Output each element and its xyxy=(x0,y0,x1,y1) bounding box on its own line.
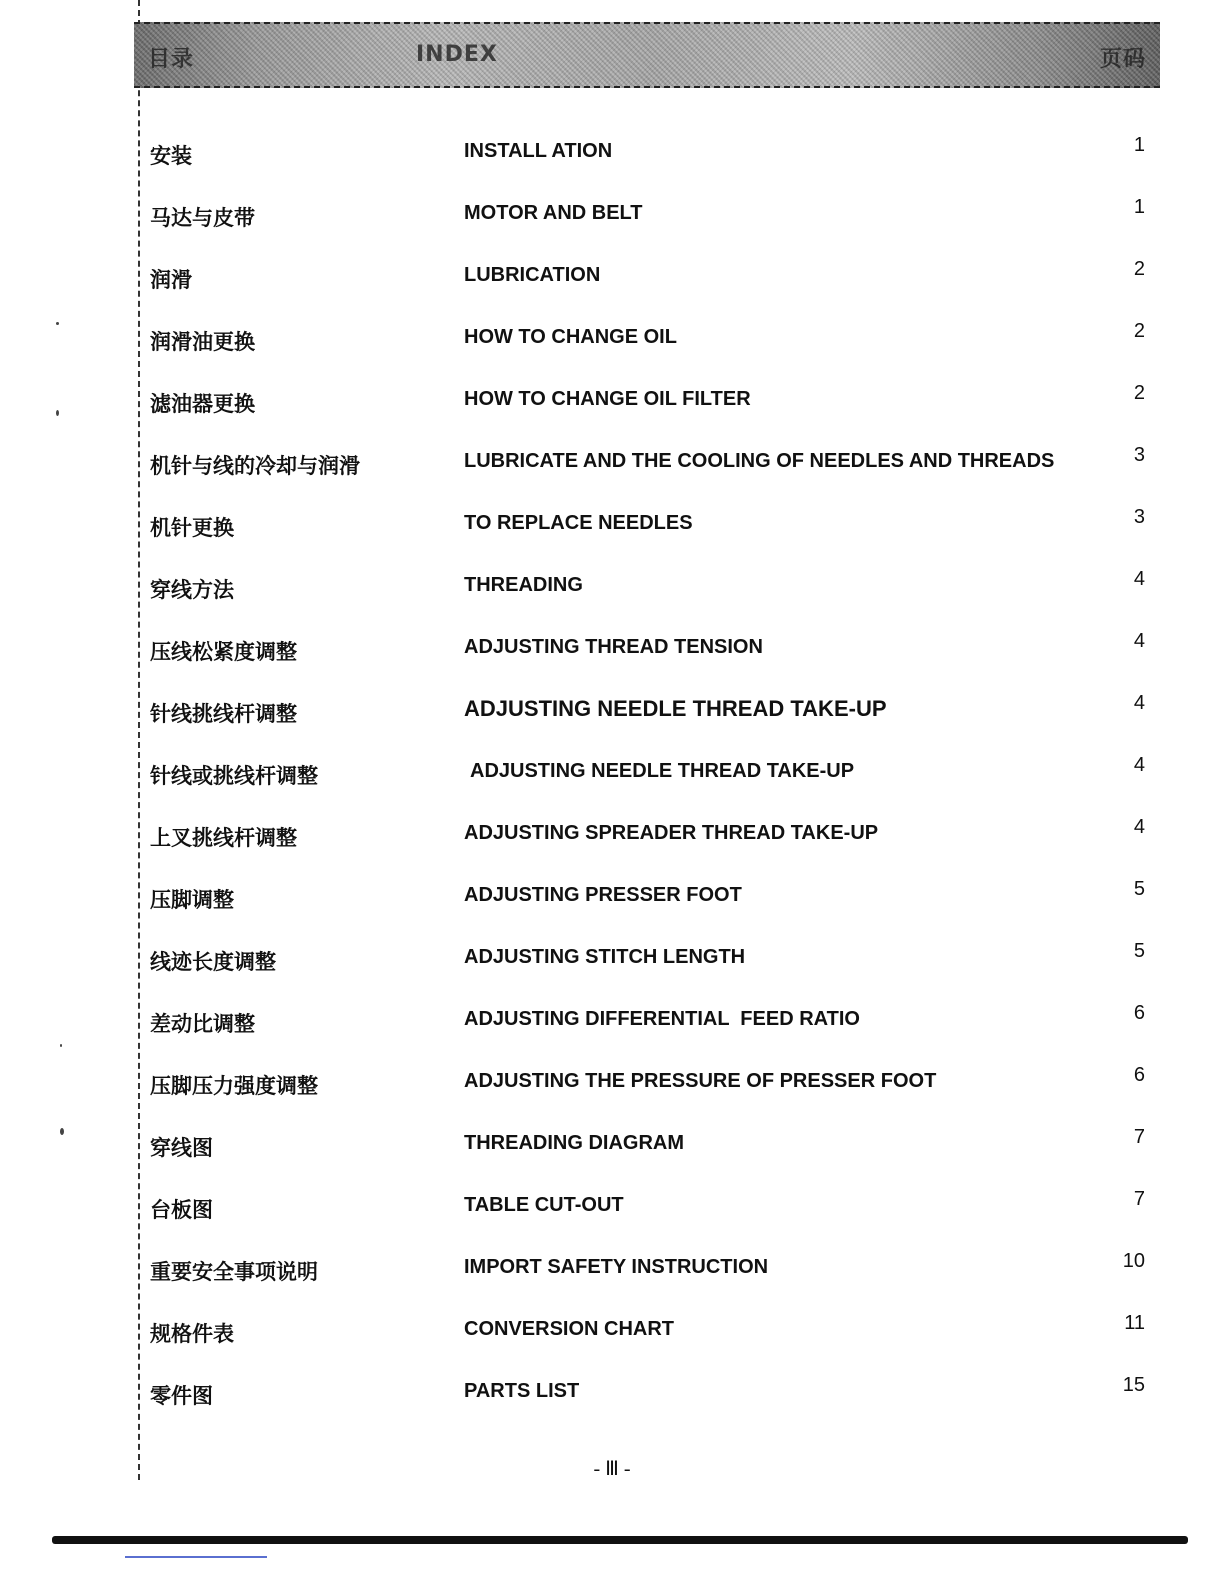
scan-speck xyxy=(56,322,59,325)
toc-page-number: 4 xyxy=(1133,630,1145,652)
toc-cn-title: 机针与线的冷却与润滑 xyxy=(150,454,360,478)
binding-dashed-line xyxy=(138,0,140,1480)
toc-row[interactable] xyxy=(150,806,1145,868)
toc-page-number: 6 xyxy=(1133,1002,1145,1024)
toc-cn-title: 线迹长度调整 xyxy=(150,950,276,974)
toc-page-number: 4 xyxy=(1133,692,1145,714)
toc-cn-title: 针线挑线杆调整 xyxy=(150,702,297,726)
toc-cn-title: 压线松紧度调整 xyxy=(150,640,297,664)
toc-cn-title: 针线或挑线杆调整 xyxy=(150,764,318,788)
toc-cn-title: 滤油器更换 xyxy=(150,392,255,416)
toc-cn-title: 机针更换 xyxy=(150,516,234,540)
toc-en-title: LUBRICATION xyxy=(464,264,601,286)
toc-row[interactable] xyxy=(150,1054,1145,1116)
toc-cn-title: 穿线方法 xyxy=(150,578,234,602)
toc-en-title: LUBRICATE AND THE COOLING OF NEEDLES AND THREADS xyxy=(464,450,1055,472)
toc-en-title: MOTOR AND BELT xyxy=(464,202,643,224)
toc-page-number: 6 xyxy=(1133,1064,1145,1086)
bottom-underline xyxy=(125,1556,267,1558)
toc-page-number: 5 xyxy=(1133,878,1145,900)
toc-page-number: 2 xyxy=(1133,320,1145,342)
scan-speck xyxy=(60,1044,62,1047)
toc-row[interactable] xyxy=(150,744,1145,806)
toc-row[interactable] xyxy=(150,868,1145,930)
bottom-rule xyxy=(52,1536,1188,1544)
toc-en-title: ADJUSTING THE PRESSURE OF PRESSER FOOT xyxy=(464,1070,937,1092)
toc-en-title: PARTS LIST xyxy=(464,1380,580,1402)
toc-en-title: ADJUSTING NEEDLE THREAD TAKE-UP xyxy=(470,760,855,782)
toc-row[interactable] xyxy=(150,682,1145,744)
header-cn-label: 目录 xyxy=(148,47,195,72)
toc-en-title: CONVERSION CHART xyxy=(464,1318,675,1340)
toc-row[interactable] xyxy=(150,248,1145,310)
toc-en-title: INSTALL ATION xyxy=(464,140,613,162)
toc-page-number: 2 xyxy=(1133,258,1145,280)
toc-page-number: 15 xyxy=(1122,1374,1145,1396)
toc-row[interactable] xyxy=(150,1116,1145,1178)
toc-cn-title: 压脚压力强度调整 xyxy=(150,1074,318,1098)
toc-en-title: ADJUSTING STITCH LENGTH xyxy=(464,946,746,968)
toc-row[interactable] xyxy=(150,620,1145,682)
toc-en-title: TABLE CUT-OUT xyxy=(464,1194,624,1216)
toc-page-number: 1 xyxy=(1133,196,1145,218)
toc-en-title: THREADING DIAGRAM xyxy=(464,1132,684,1154)
toc-cn-title: 润滑油更换 xyxy=(150,330,255,354)
toc-en-title: HOW TO CHANGE OIL FILTER xyxy=(464,388,751,410)
toc-en-title: THREADING xyxy=(464,574,583,596)
toc-page-number: 3 xyxy=(1133,444,1145,466)
toc-row[interactable] xyxy=(150,930,1145,992)
toc-page-number: 4 xyxy=(1133,816,1145,838)
toc-cn-title: 上叉挑线杆调整 xyxy=(150,826,297,850)
toc-en-title: ADJUSTING THREAD TENSION xyxy=(464,636,763,658)
toc-row[interactable] xyxy=(150,372,1145,434)
toc-page-number: 1 xyxy=(1133,134,1145,156)
header-page-label: 页码 xyxy=(1099,47,1146,72)
toc-cn-title: 安装 xyxy=(150,144,192,168)
toc-en-title: TO REPLACE NEEDLES xyxy=(464,512,693,534)
toc-page-number: 3 xyxy=(1133,506,1145,528)
toc-row[interactable] xyxy=(150,1364,1145,1426)
toc-en-title: ADJUSTING DIFFERENTIAL FEED RATIO xyxy=(464,1008,860,1030)
toc-row[interactable] xyxy=(150,992,1145,1054)
toc-row[interactable] xyxy=(150,1178,1145,1240)
toc-row[interactable] xyxy=(150,124,1145,186)
toc-row[interactable] xyxy=(150,496,1145,558)
toc-page-number: 7 xyxy=(1133,1126,1145,1148)
toc-en-title: ADJUSTING PRESSER FOOT xyxy=(464,884,742,906)
toc-cn-title: 穿线图 xyxy=(150,1136,213,1160)
toc-row[interactable] xyxy=(150,1302,1145,1364)
toc-page-number: 4 xyxy=(1133,568,1145,590)
toc-row[interactable] xyxy=(150,186,1145,248)
toc-cn-title: 台板图 xyxy=(150,1198,213,1222)
toc-cn-title: 规格件表 xyxy=(150,1322,234,1346)
toc-page-number: 11 xyxy=(1124,1312,1145,1334)
toc-en-title: ADJUSTING SPREADER THREAD TAKE-UP xyxy=(464,822,879,844)
toc-page-number: 10 xyxy=(1122,1250,1145,1272)
header-index-title: INDEX xyxy=(416,42,498,67)
toc-cn-title: 零件图 xyxy=(150,1384,213,1408)
toc-page-number: 2 xyxy=(1133,382,1145,404)
footer-page-number: - Ⅲ - xyxy=(593,1458,631,1480)
toc-row[interactable] xyxy=(150,434,1145,496)
toc-row[interactable] xyxy=(150,310,1145,372)
toc-cn-title: 润滑 xyxy=(150,268,192,292)
toc-row[interactable] xyxy=(150,558,1145,620)
toc-page-number: 5 xyxy=(1133,940,1145,962)
toc-cn-title: 马达与皮带 xyxy=(150,206,255,230)
scan-speck xyxy=(56,410,59,416)
toc-row[interactable] xyxy=(150,1240,1145,1302)
toc-en-title: HOW TO CHANGE OIL xyxy=(464,326,677,348)
toc-cn-title: 差动比调整 xyxy=(150,1012,255,1036)
index-header-band xyxy=(134,22,1160,88)
toc-en-title: ADJUSTING NEEDLE THREAD TAKE-UP xyxy=(464,696,887,721)
toc-cn-title: 压脚调整 xyxy=(150,888,234,912)
toc-page-number: 7 xyxy=(1133,1188,1145,1210)
toc-page-number: 4 xyxy=(1133,754,1145,776)
toc-en-title: IMPORT SAFETY INSTRUCTION xyxy=(464,1256,769,1278)
toc-cn-title: 重要安全事项说明 xyxy=(150,1260,318,1284)
scan-speck xyxy=(60,1128,64,1135)
table-of-contents xyxy=(150,124,1145,1426)
